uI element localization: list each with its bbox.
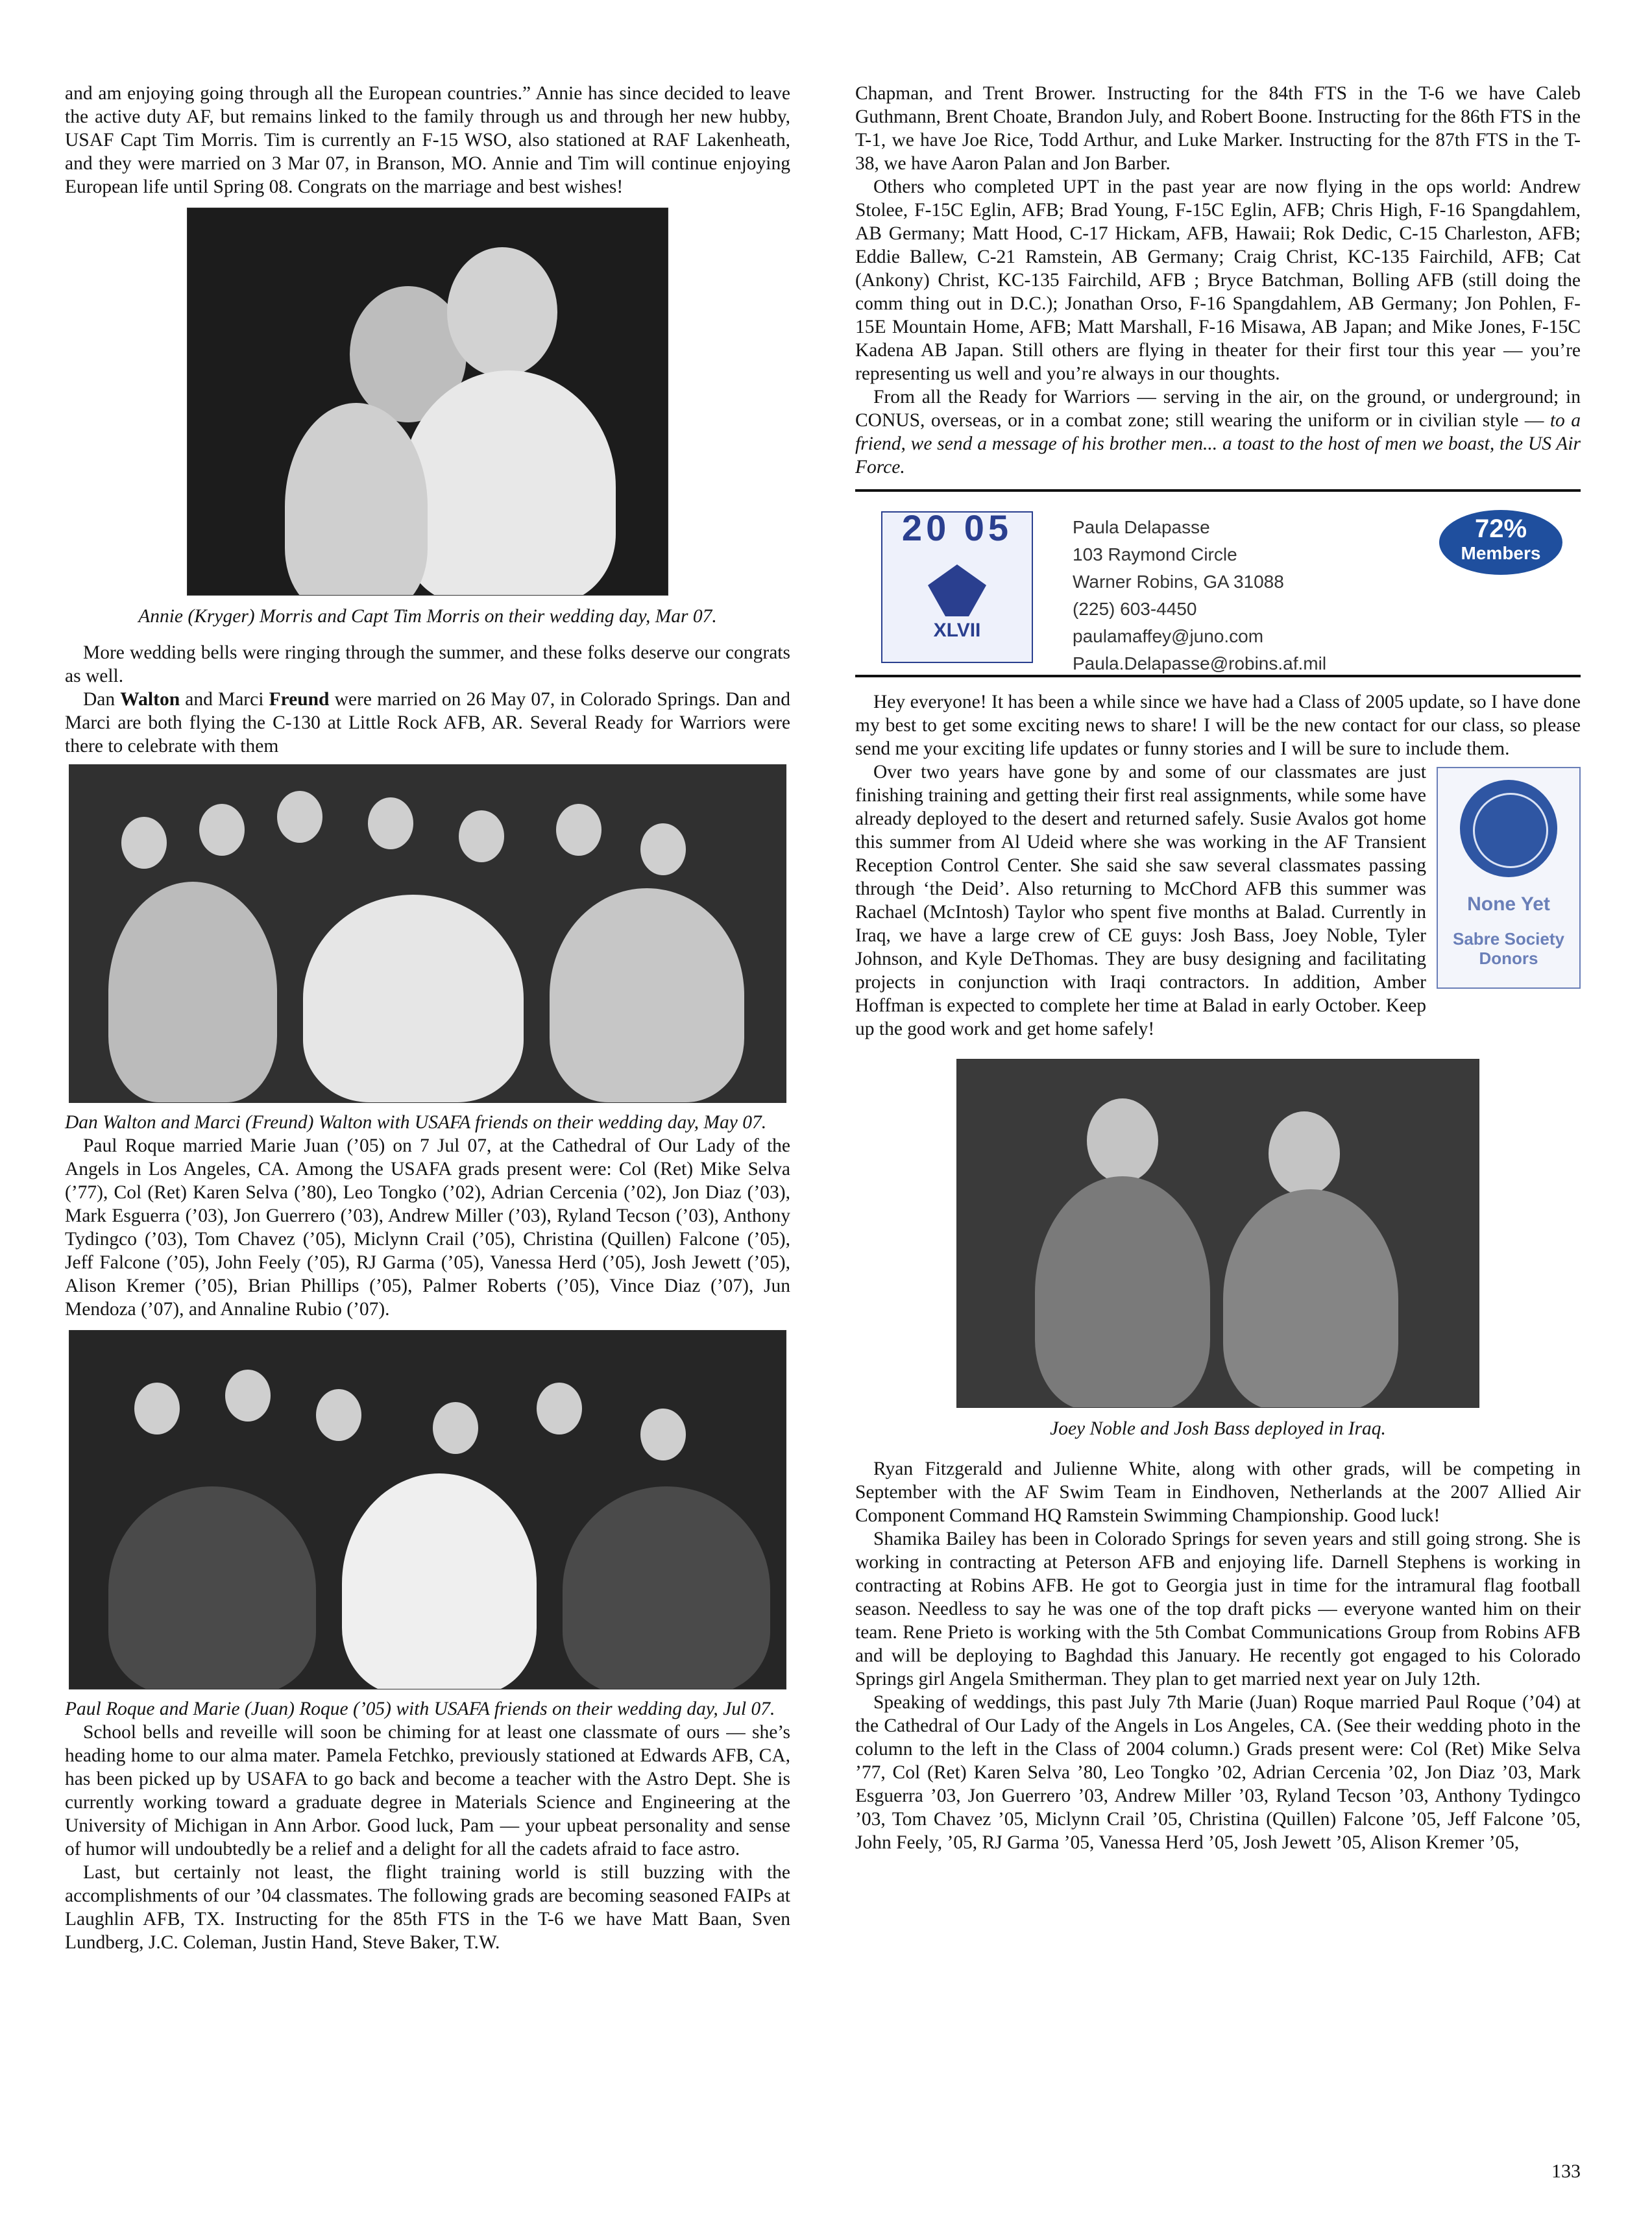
class-2005-contact-box xyxy=(855,496,1581,671)
caption-roque: Paul Roque and Marie (Juan) Roque (’05) with USAFA friends on their wedding day, Jul 07. xyxy=(65,1699,775,1719)
membership-percent: 72% xyxy=(1474,514,1527,543)
section-divider xyxy=(855,489,1581,492)
contact-phone: (225) 603-4450 xyxy=(1073,599,1197,619)
text: Dan xyxy=(83,689,121,710)
contact-email-work[interactable]: Paula.Delapasse@robins.af.mil xyxy=(1073,653,1327,673)
class-2005-crest xyxy=(881,507,1033,663)
contact-address xyxy=(1073,514,1326,677)
photo-roque-wedding xyxy=(69,1330,786,1689)
sabre-society-box xyxy=(1437,767,1581,989)
membership-badge xyxy=(1439,510,1562,575)
paragraph-roque-wedding: Speaking of weddings, this past July 7th Marie (Juan) Roque married Paul Roque (’04) at the Cathedral of Our Lady of the Angels in Los Angeles, CA. (See their wedding photo in the column to the left in the Class of 2004 column.) Grads present were: Col (Ret) Mike Selva ’77, Col (Ret) Karen Selva ’80, Leo Tongko ’02, Adrian Cercenia ’02, Jon Diaz ’03, Mark Esguerra ’03, Jon Guerrero ’03, Andrew Miller ’03, Ryland Tecson ’03, Anthony Tydingco ’03, Tom Chavez ’05, Miclynn Crail ’05, Christina (Quillen) Falcone ’05, Jeff Falcone ’05, John Feely, ’05, RJ Garma ’05, Vanessa Herd ’05, Josh Jewett ’05, Alison Kremer ’05, xyxy=(855,1692,1581,1853)
paragraph-hey-everyone: Hey everyone! It has been a while since we have had a Class of 2005 update, so I have done my best to get some exciting news to share! I will be the new contact for our class, so please send me your exciting life updates or funny stories and I will be sure to include them. xyxy=(855,692,1581,759)
photo-noble-bass xyxy=(956,1059,1479,1408)
membership-label: Members xyxy=(1461,543,1541,563)
paragraph-fetchko: School bells and reveille will soon be chiming for at least one classmate of ours — she’s heading home to our alma mater. Pamela Fetchko, previously stationed at Edwards AFB, CA, has been picked up by USAFA to go back and become a teacher with the Astro Dept. She is currently working toward a graduate degree in Materials Science and Engineering at the University of Michigan in Ann Arbor. Good luck, Pam — your upbeat personality and sense of humor will undoubtedly be a relief and a delight for all the cadets afraid to face astro. xyxy=(65,1722,790,1859)
paragraph-deployments: Over two years have gone by and some of our classmates are just finishing training and getting their first real assignments, while some have already deployed to the desert and returned safely. Susie Avalos got home this summer from Al Udeid where she was working in the AF Transient Reception Control Center. She said she saw several classmates passing through ‘the Deid’. Also returning to McChord AFB this summer was Rachael (McIntosh) Taylor who spent five months at Balad. Currently in Iraq, we have a large crew of CE guys: Josh Bass, Joey Noble, Tyler Johnson, and Kyle DeThomas. They are busy designing and facilitating projects in conjunction with Iraqi contractors. In addition, Amber Hoffman is expected to complete her time at Balad in early October. Keep up the good work and get home safely! xyxy=(855,762,1426,1039)
paragraph-annie: and am enjoying going through all the European countries.” Annie has since decided to leave the active duty AF, but remains linked to the family through us and through her new hubby, USAF Capt Tim Morris. Tim is currently an F-15 WSO, also stationed at RAF Lakenheath, and they were married on 3 Mar 07, in Branson, MO. Annie and Tim will continue enjoying European life until Spring 08. Congrats on the marriage and best wishes! xyxy=(65,83,790,197)
sabre-society-seal-icon xyxy=(1460,780,1557,877)
photo-morris-wedding xyxy=(187,208,668,596)
caption-morris: Annie (Kryger) Morris and Capt Tim Morris on their wedding day, Mar 07. xyxy=(138,606,717,627)
paragraph-ops-world: Others who completed UPT in the past year are now flying in the ops world: Andrew Stolee, F-15C Eglin, AFB; Brad Young, F-15C Eglin, AFB; Chris High, F-16 Spangdahlem, AB Germany; Matt Hood, C-17 Hickam, AFB, Hawaii; Rok Dedic, C-15 Charleston, AFB; Eddie Ballew, C-21 Ramstein, AB Germany; Craig Christ, KC-135 Fairchild, AFB; Cat (Ankony) Christ, KC-135 Fairchild, AFB ; Bryce Batchman, Bolling AFB (still doing the comm thing out in D.C.); Jonathan Orso, F-16 Spangdahlem, AB Germany; Jon Pohlen, F-15E Mountain Home, AFB; Matt Marshall, F-16 Misawa, AB Japan; and Mike Jones, F-15C Kadena AB Japan. Still others are flying in theater for their first tour this year — you’re representing us well and you’re always in our thoughts. xyxy=(855,176,1581,384)
paragraph-swim-team: Ryan Fitzgerald and Julienne White, along with other grads, will be competing in September with the AF Swim Team in Eindhoven, Netherlands at the 2007 Allied Air Component Command HQ Ramstein Swimming Championship. Good luck! xyxy=(855,1459,1581,1526)
contact-street: 103 Raymond Circle xyxy=(1073,544,1237,564)
paragraph-walton xyxy=(65,688,790,758)
photo-walton-wedding xyxy=(69,764,786,1103)
paragraph-roque: Paul Roque married Marie Juan (’05) on 7 Jul 07, at the Cathedral of Our Lady of the Angels in Los Angeles, CA. Among the USAFA grads present were: Col (Ret) Mike Selva (’77), Col (Ret) Karen Selva (’80), Leo Tongko (’02), Adrian Cercenia (’02), Jon Diaz (’03), Mark Esguerra (’03), Jon Guerrero (’03), Andrew Miller (’03), Ryland Tecson (’03), Anthony Tydingco (’03), Tom Chavez (’05), Miclynn Crail (’05), Christina (Quillen) Falcone (’05), Jeff Falcone (’05), John Feely (’05), RJ Garma (’05), Vanessa Herd (’05), Josh Jewett (’05), Alison Kremer (’05), Brian Phillips (’05), Palmer Roberts (’05), Vince Diaz (’07), Jun Mendoza (’07), and Annaline Rubio (’07). xyxy=(65,1135,790,1320)
name-walton: Walton xyxy=(120,689,180,710)
paragraph-ready-for-warriors xyxy=(855,385,1581,479)
toast-italic: to a friend, we send a message of his brother men... a toast to the host of men we boast, the US Air Force. xyxy=(855,410,1581,478)
page-number: 133 xyxy=(1551,2161,1581,2182)
eagle-icon xyxy=(928,564,986,616)
right-column xyxy=(855,82,1581,1854)
sabre-donors-label: Sabre Society Donors xyxy=(1453,929,1564,968)
crest-year: 20 05 xyxy=(901,507,1013,548)
name-freund: Freund xyxy=(269,689,330,710)
paragraph-flight-training: Last, but certainly not least, the flight training world is still buzzing with the accomplishments of our ’04 classmates. The following grads are becoming seasoned FAIPs at Laughlin AFB, TX. Instructing for the 85th FTS in the T-6 we have Matt Baan, Sven Lundberg, J.C. Coleman, Justin Hand, Steve Baker, T.W. xyxy=(65,1862,790,1953)
paragraph-colorado-springs: Shamika Bailey has been in Colorado Springs for seven years and still going strong. She is working in contracting at Peterson AFB and enjoying life. Darnell Stephens is working in contracting at Robins AFB. He got to Georgia just in time for the intramural flag football season. Needless to say he was one of the top draft picks — everyone wanted him on their team. Rene Prieto is working with the 5th Combat Communications Group from Robins AFB and will be deploying to Baghdad this January. He recently got engaged to his Colorado Springs girl Angela Smitherman. They plan to get married next year on July 12th. xyxy=(855,1529,1581,1689)
text: and Marci xyxy=(180,689,269,710)
text: From all the Ready for Warriors — serving in the air, on the ground, or underground; in CONUS, overseas, or in a combat zone; still wearing the uniform or in civilian style — xyxy=(855,387,1581,431)
sabre-none-yet: None Yet xyxy=(1467,893,1550,915)
contact-email[interactable]: paulamaffey@juno.com xyxy=(1073,626,1264,646)
left-column xyxy=(65,82,790,1954)
caption-noble-bass: Joey Noble and Josh Bass deployed in Iraq. xyxy=(1050,1418,1386,1439)
contact-name: Paula Delapasse xyxy=(1073,517,1210,537)
paragraph-instructors: Chapman, and Trent Brower. Instructing for the 84th FTS in the T-6 we have Caleb Guthmann, Brent Choate, Brandon July, and Robert Boone. Instructing for the 86th FTS in the T-1, we have Joe Rice, Todd Arthur, and Luke Marker. Instructing for the 87th FTS in the T-38, we have Aaron Palan and Jon Barber. xyxy=(855,83,1581,174)
caption-walton: Dan Walton and Marci (Freund) Walton with USAFA friends on their wedding day, May 07. xyxy=(65,1112,767,1133)
paragraph-wedding-bells: More wedding bells were ringing through the summer, and these folks deserve our congrats as well. xyxy=(65,642,790,686)
text: were married on 26 May 07, in Colorado Springs. Dan and Marci are both flying the C-130 at Little Rock AFB, AR. Several Ready for Warriors were there to celebrate with them xyxy=(65,689,791,756)
contact-city: Warner Robins, GA 31088 xyxy=(1073,572,1284,592)
crest-roman: XLVII xyxy=(933,620,981,641)
